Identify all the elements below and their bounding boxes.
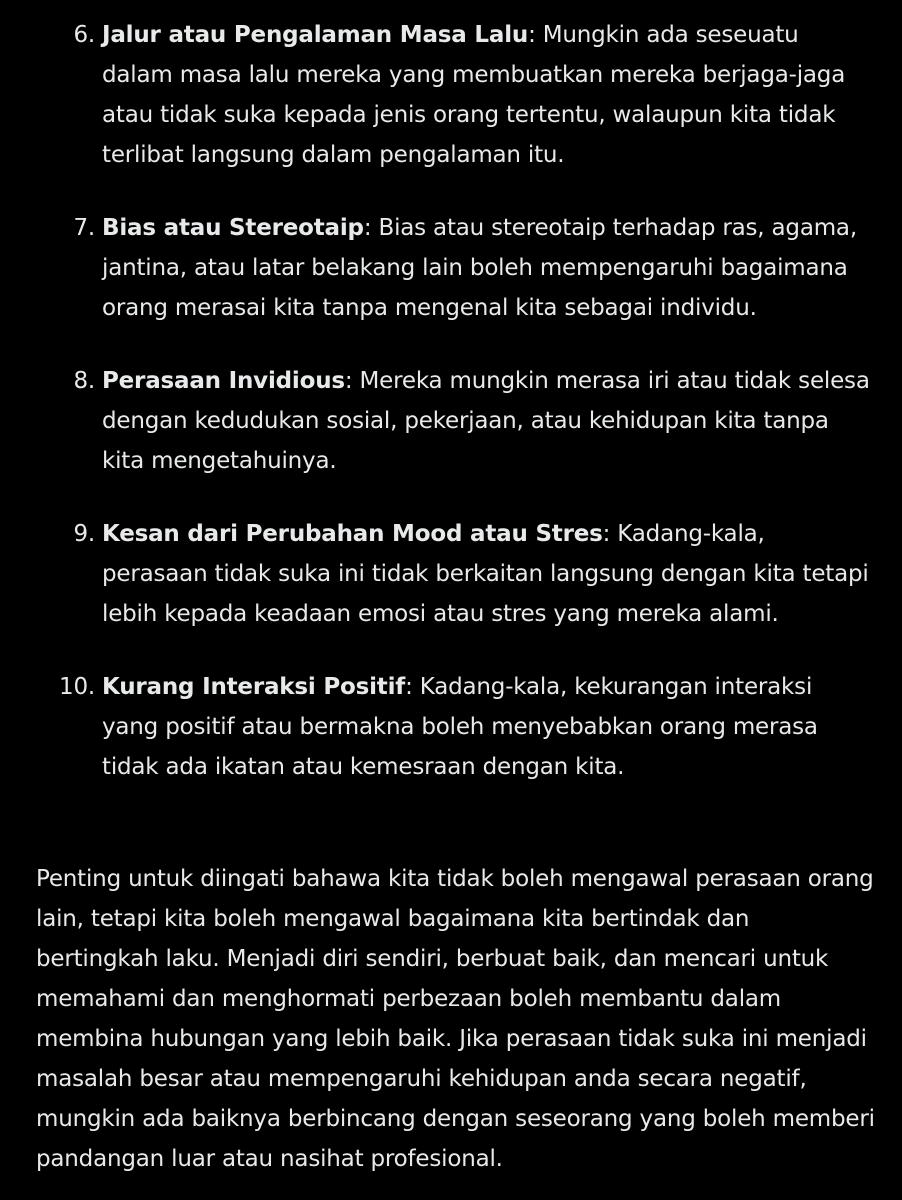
list-item-body: : Kadang-kala, kekurangan interaksi yang positif atau bermakna boleh menyebabkan orang merasa tidak ada ikatan atau kemesraan dengan kita. — [102, 674, 818, 780]
list-item-title: Bias atau Stereotaip — [102, 215, 364, 241]
numbered-list — [0, 15, 902, 820]
list-item — [0, 667, 902, 787]
list-item-number: 8. — [73, 368, 95, 394]
list-item-body: : Mereka mungkin merasa iri atau tidak selesa dengan kedudukan sosial, pekerjaan, atau kehidupan kita tanpa kita mengetahuinya. — [102, 368, 870, 474]
list-item-title: Jalur atau Pengalaman Masa Lalu — [102, 22, 529, 48]
list-item-body: : Kadang-kala, perasaan tidak suka ini tidak berkaitan langsung dengan kita tetapi lebih kepada keadaan emosi atau stres yang mereka alami. — [102, 521, 869, 627]
list-item — [0, 15, 902, 175]
list-item — [0, 361, 902, 481]
list-item-title: Kesan dari Perubahan Mood atau Stres — [102, 521, 603, 547]
list-item-title: Perasaan Invidious — [102, 368, 345, 394]
list-item — [0, 514, 902, 634]
list-item-number: 9. — [73, 521, 95, 547]
closing-paragraph: Penting untuk diingati bahawa kita tidak boleh mengawal perasaan orang lain, tetapi kita boleh mengawal bagaimana kita bertindak dan bertingkah laku. Menjadi diri sendiri, berbuat baik, dan mencari untuk memahami dan menghormati perbezaan boleh membantu dalam membina hubungan yang lebih baik. Jika perasaan tidak suka ini menjadi masalah besar atau mempengaruhi kehidupan anda secara negatif, mungkin ada baiknya berbincang dengan seseorang yang boleh memberi pandangan luar atau nasihat profesional. — [36, 866, 875, 1172]
list-item-body: : Mungkin ada seseuatu dalam masa lalu mereka yang membuatkan mereka berjaga-jaga atau tidak suka kepada jenis orang tertentu, walaupun kita tidak terlibat langsung dalam pengalaman itu. — [102, 22, 846, 168]
list-item — [0, 208, 902, 328]
list-item-number: 6. — [73, 22, 95, 48]
list-item-title: Kurang Interaksi Positif — [102, 674, 406, 700]
list-item-number: 7. — [73, 215, 95, 241]
list-item-body: : Bias atau stereotaip terhadap ras, agama, jantina, atau latar belakang lain boleh mempengaruhi bagaimana orang merasai kita tanpa mengenal kita sebagai individu. — [102, 215, 857, 321]
list-item-number: 10. — [59, 674, 95, 700]
